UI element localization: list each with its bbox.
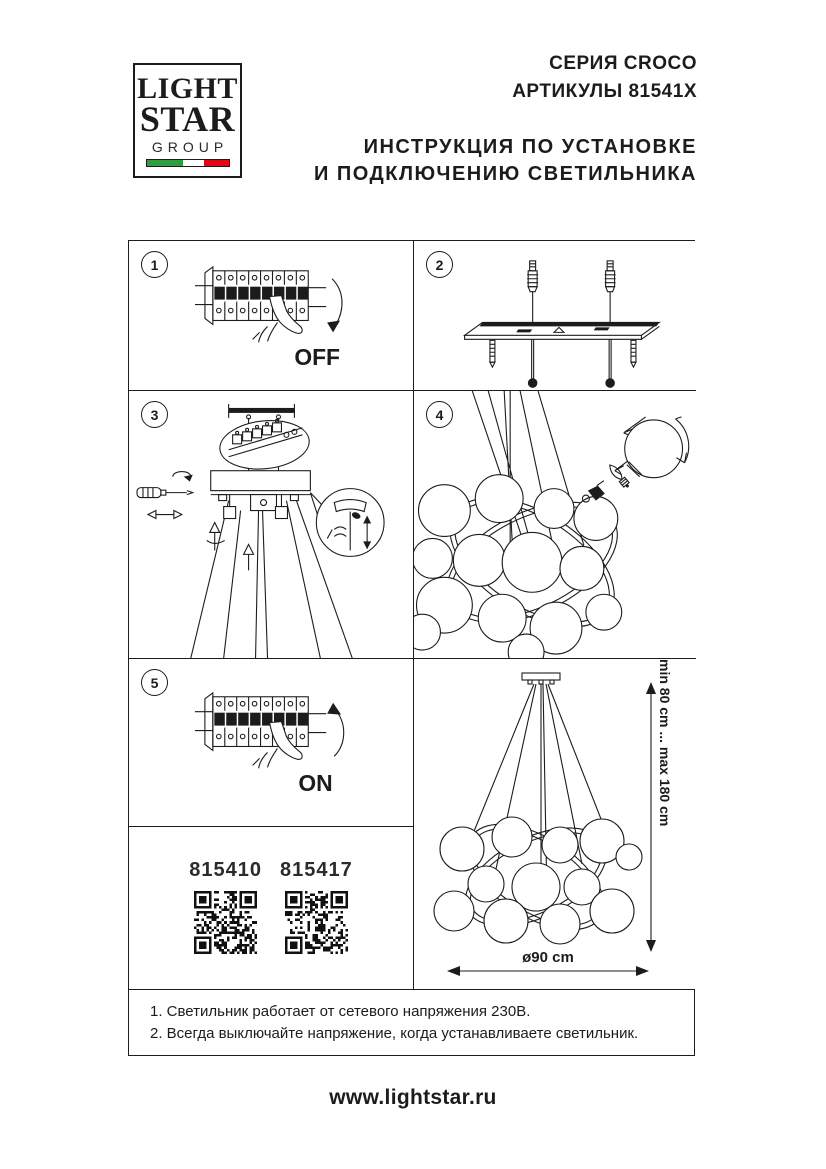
terminal-block-bubble xyxy=(217,416,311,473)
step-2-badge: 2 xyxy=(426,251,453,278)
height-dimension-arrow xyxy=(646,682,656,952)
slide-arrow-icon xyxy=(148,511,182,519)
canopy-wiring-diagram xyxy=(129,391,413,658)
cable-lock-detail xyxy=(316,489,384,557)
arrow-down-icon xyxy=(327,279,342,333)
ceiling-bracket xyxy=(229,404,295,419)
diameter-dimension-arrow xyxy=(447,966,649,976)
article-number: 815410 xyxy=(189,859,262,881)
doc-title-line1: ИНСТРУКЦИЯ ПО УСТАНОВКЕ xyxy=(363,136,697,158)
doc-title-line2: И ПОДКЛЮЧЕНИЮ СВЕТИЛЬНИКА xyxy=(313,163,697,185)
step-5-badge: 5 xyxy=(141,669,168,696)
diameter-label: ø90 cm xyxy=(522,949,574,966)
italian-flag-bar xyxy=(146,159,230,167)
long-screw-icon xyxy=(605,339,615,387)
canopy xyxy=(211,471,311,511)
step-1-panel xyxy=(129,241,414,391)
height-range-label: min 80 cm ... max 180 cm xyxy=(657,659,673,827)
breaker-toggles xyxy=(214,287,308,300)
flag-green-segment xyxy=(147,160,183,166)
step-1-badge: 1 xyxy=(141,251,168,278)
breaker-on-diagram xyxy=(129,659,413,826)
lightstar-logo xyxy=(133,63,242,178)
rotate-arrow-icon xyxy=(173,472,193,482)
long-screw-icon xyxy=(528,339,538,387)
instruction-grid xyxy=(128,240,695,989)
series-name: СЕРИЯ CROCO xyxy=(549,53,697,74)
qr-item xyxy=(280,859,353,954)
glass-balls xyxy=(414,475,622,658)
logo-word-star: STAR xyxy=(139,98,236,139)
step-5-panel xyxy=(129,659,414,827)
note-line-1: 1. Светильник работает от сетевого напряжения 230В. xyxy=(150,1003,531,1020)
glass-shade xyxy=(625,420,683,478)
arrow-up-icon xyxy=(327,703,344,757)
step-4-badge: 4 xyxy=(426,401,453,428)
step-2-panel xyxy=(414,241,696,391)
lamp-assembly-diagram xyxy=(414,391,696,658)
step-3-badge: 3 xyxy=(141,401,168,428)
qr-code xyxy=(194,891,257,954)
website-url: www.lightstar.ru xyxy=(329,1086,497,1109)
lamp-dimensions-diagram xyxy=(414,659,696,990)
wall-plug-icon xyxy=(605,261,616,292)
screwdriver-icon xyxy=(137,488,193,498)
dimensions-panel xyxy=(414,659,696,990)
qr-code xyxy=(285,891,348,954)
glass-balls xyxy=(434,817,642,944)
wall-plug-icon xyxy=(527,261,538,292)
qr-item xyxy=(189,859,262,954)
step-3-panel xyxy=(129,391,414,659)
step-4-panel xyxy=(414,391,696,659)
on-label: ON xyxy=(298,770,333,797)
mounting-bar xyxy=(465,322,660,339)
breaker-toggles xyxy=(214,713,308,726)
end-screw-icon xyxy=(490,340,495,367)
qr-panel xyxy=(129,827,414,990)
bulb-icon xyxy=(607,463,631,490)
article-number: 815417 xyxy=(280,859,353,881)
article-numbers: АРТИКУЛЫ 81541X xyxy=(512,81,697,102)
end-screw-icon xyxy=(631,340,636,367)
flag-white-segment xyxy=(183,160,204,166)
safety-notes xyxy=(128,989,695,1056)
logo-word-light: LIGHT xyxy=(137,71,238,105)
header xyxy=(314,50,697,188)
ceiling-plate xyxy=(522,673,560,684)
bracket-mounting-diagram xyxy=(414,241,696,390)
off-label: OFF xyxy=(294,344,340,371)
logo-word-group: GROUP xyxy=(151,138,229,155)
breaker-off-diagram xyxy=(129,241,413,390)
note-line-2: 2. Всегда выключайте напряжение, когда устанавливаете светильник. xyxy=(150,1025,639,1042)
flag-red-segment xyxy=(204,160,229,166)
